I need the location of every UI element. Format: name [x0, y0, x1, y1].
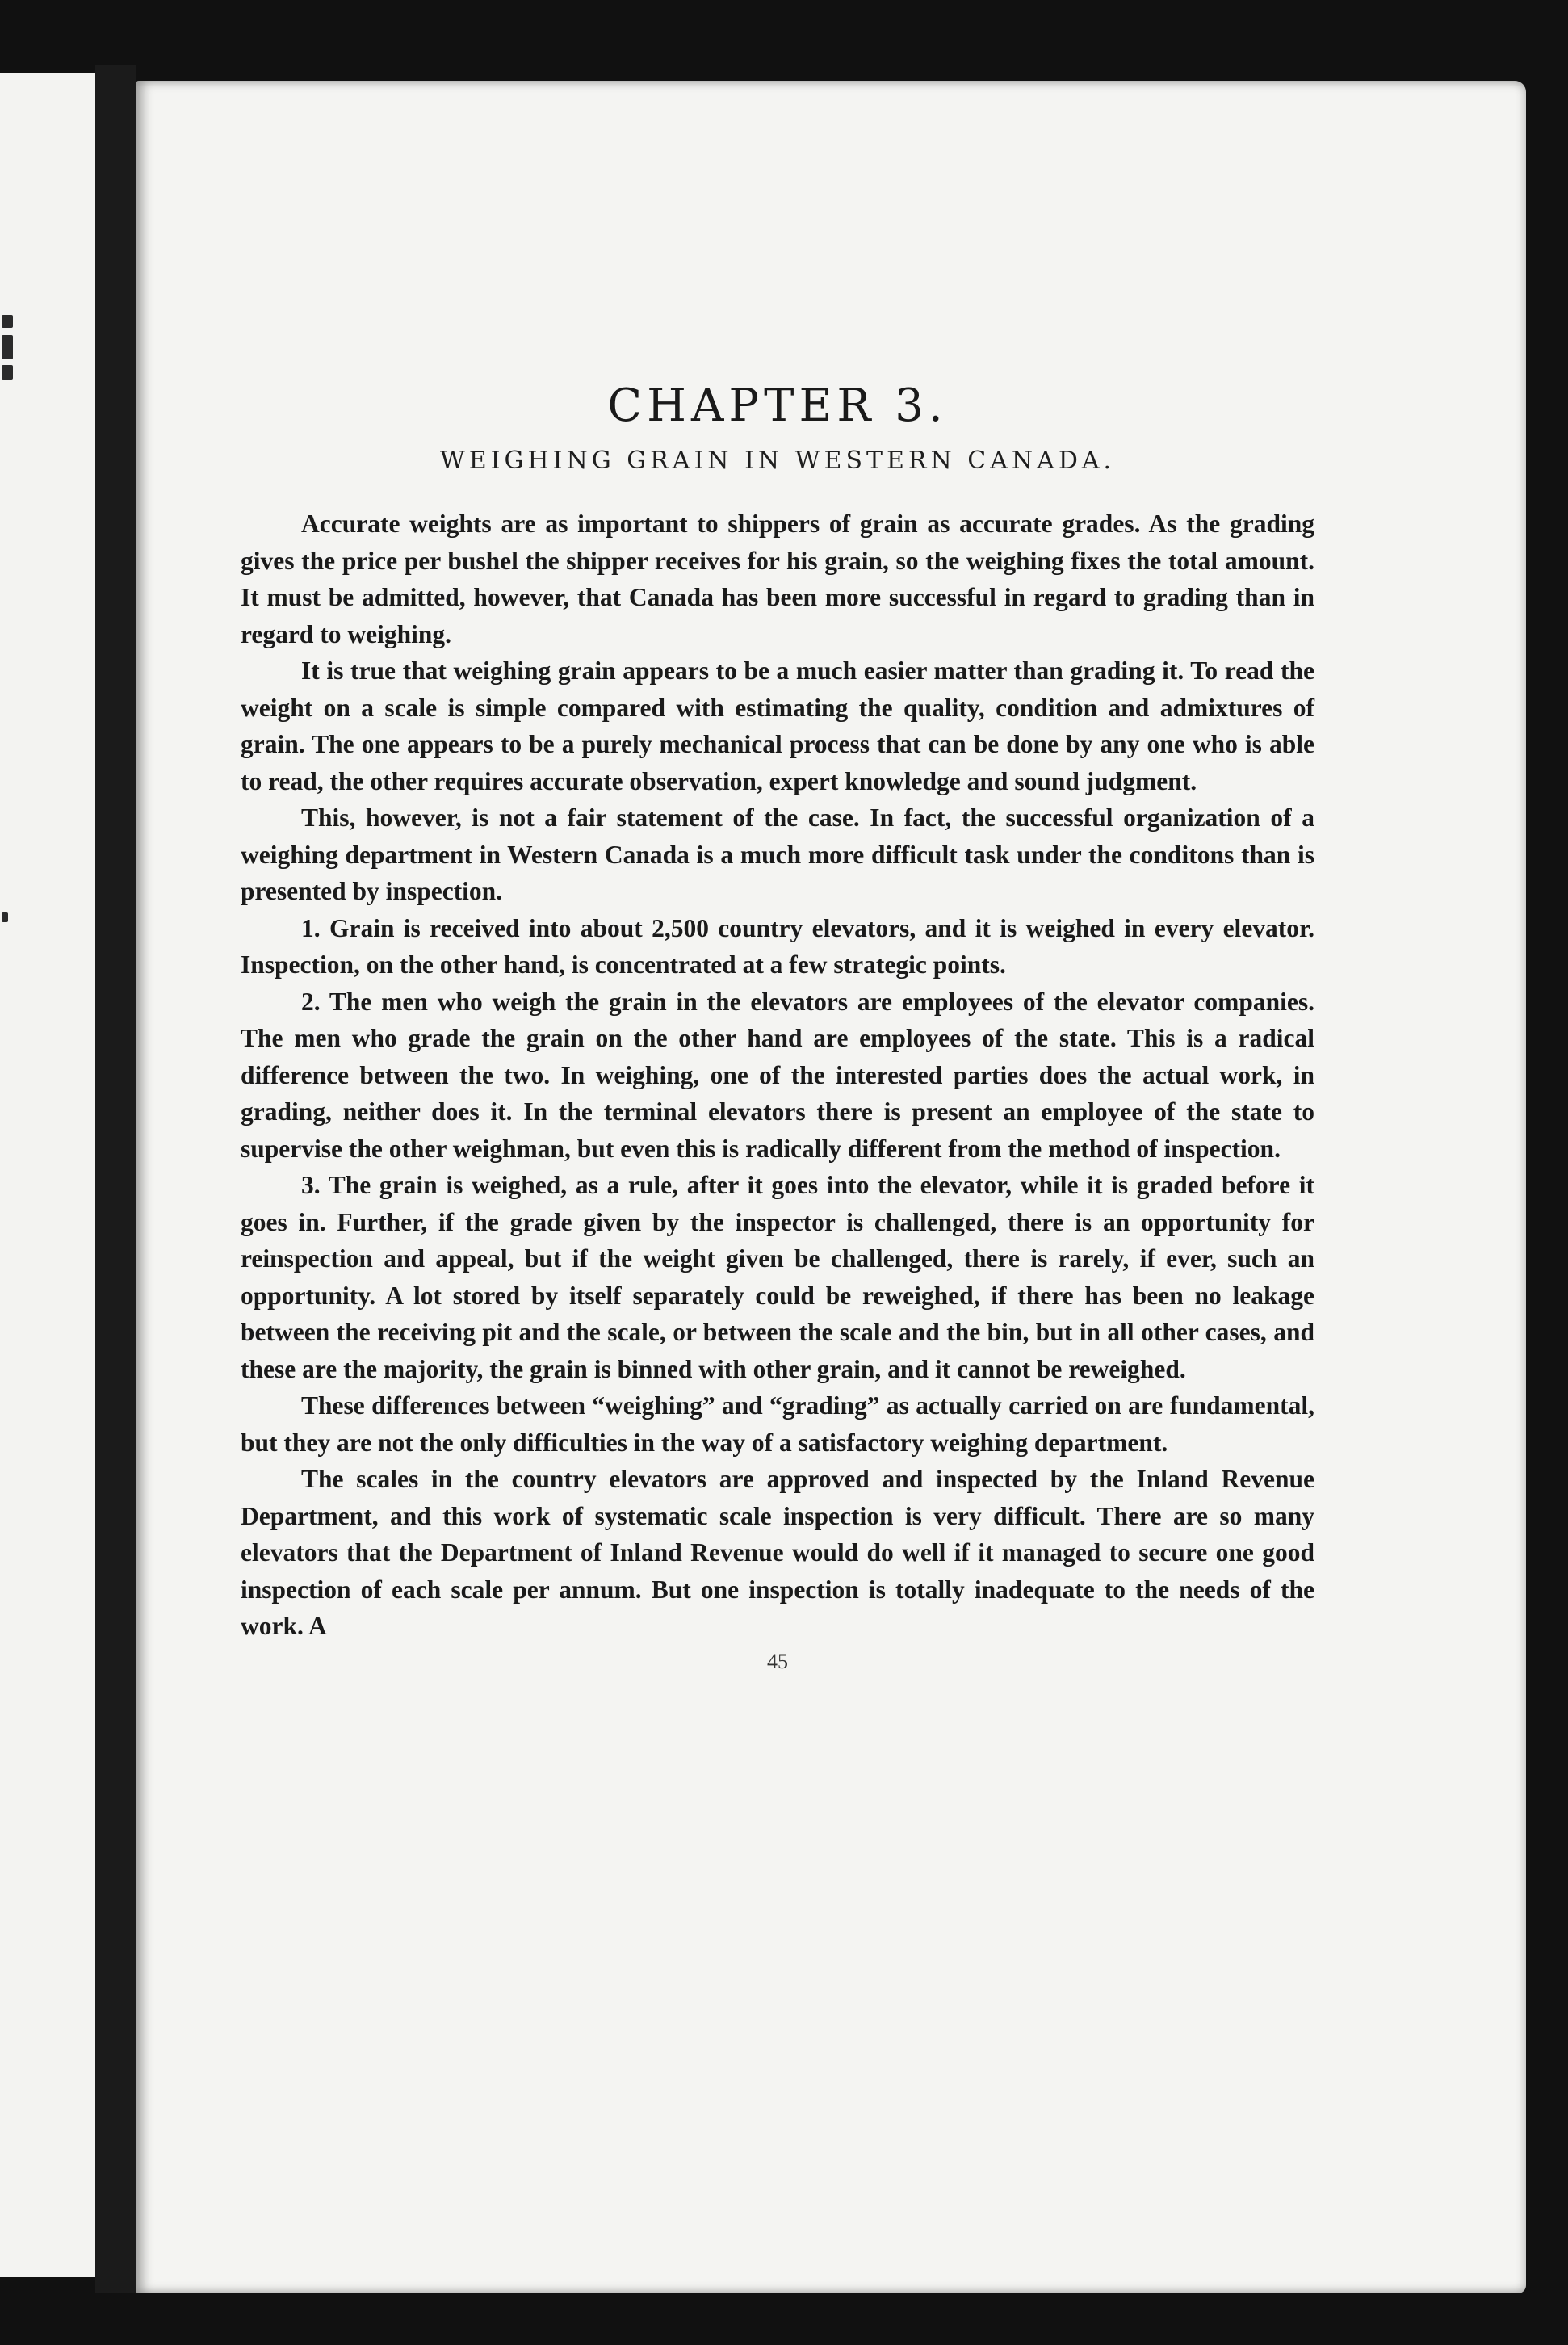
- page-number: 45: [767, 1649, 788, 1673]
- margin-mark: [2, 365, 13, 380]
- chapter-title: CHAPTER 3.: [607, 380, 948, 432]
- margin-mark: [2, 315, 13, 328]
- page-content: [241, 380, 1314, 1674]
- book-page: [136, 81, 1526, 2293]
- paragraph: 3. The grain is weighed, as a rule, after it goes into the elevator, while it is graded before it goes in. Further, if the grade given by the inspector is challenged, there is an opportunity for reinspection and appeal, but if the weight given be challenged, there is rarely, if ever, such an opportunity. A lot stored by itself separately could be reweighed, if there has been no leakage between the receiving pit and the scale, or between the scale and the bin, but in all other cases, and these are the majority, the grain is binned with other grain, and it cannot be reweighed.: [241, 1171, 1314, 1383]
- margin-mark: [2, 912, 8, 922]
- paragraph: Accurate weights are as important to shippers of grain as accurate grades. As the grading gives the price per bushel the shipper receives for his grain, so the weighing fixes the total amount. It must be admitted, however, that Canada has been more successful in regard to grading than in regard to weighing.: [241, 510, 1314, 648]
- paragraph: 1. Grain is received into about 2,500 country elevators, and it is weighed in every elevator. Inspection, on the other hand, is concentrated at a few strategic points.: [241, 913, 1314, 979]
- margin-mark: [2, 335, 13, 359]
- paragraph: It is true that weighing grain appears to be a much easier matter than grading it. To read the weight on a scale is simple compared with estimating the quality, condition and admixtures of grain. The one appears to be a purely mechanical process that can be done by any one who is able to read, the other requires accurate observation, expert knowledge and sound judgment.: [241, 657, 1314, 795]
- facing-page-edge: [0, 73, 99, 2277]
- paragraph: The scales in the country elevators are approved and inspected by the Inland Revenue Department, and this work of systematic scale inspection is very difficult. There are so many elevators that the Department of Inland Revenue would do well if it managed to secure one good inspection of each scale per annum. But one inspection is totally inadequate to the needs of the work. A: [241, 1465, 1314, 1640]
- paragraph: 2. The men who weigh the grain in the elevators are employees of the elevator companies. The men who grade the grain on the other hand are employees of the state. This is a radical difference between the two. In weighing, one of the interested parties does the actual work, in grading, neither does it. In the terminal elevators there is present an employee of the state to supervise the other weighman, but even this is radically different from the method of inspection.: [241, 987, 1314, 1163]
- book-gutter: [95, 65, 136, 2293]
- paragraph: This, however, is not a fair statement of the case. In fact, the successful organization of a weighing department in Western Canada is a much more difficult task under the conditons than is presented by inspection.: [241, 803, 1314, 905]
- paragraph: These differences between “weighing” and “grading” as actually carried on are fundamental, but they are not the only difficulties in the way of a satisfactory weighing department.: [241, 1391, 1314, 1457]
- chapter-subtitle: WEIGHING GRAIN IN WESTERN CANADA.: [439, 447, 1116, 475]
